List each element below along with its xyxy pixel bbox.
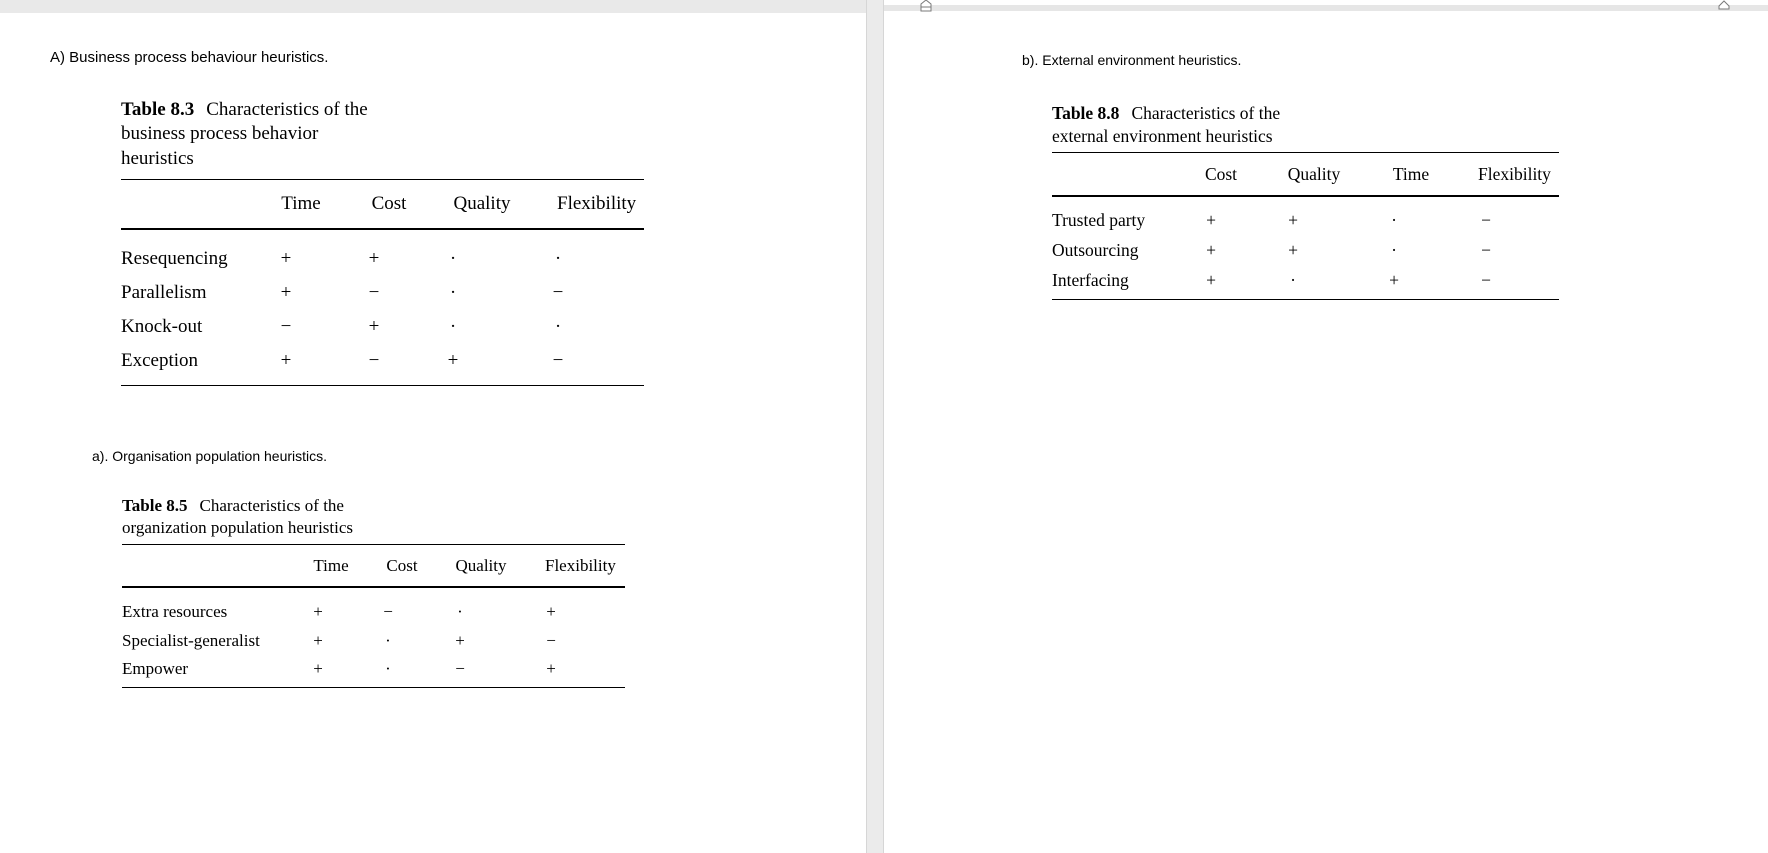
column-header: Flexibility xyxy=(1478,163,1551,184)
table-bottom-rule xyxy=(1052,299,1559,300)
table-row xyxy=(1052,205,1559,235)
cell-value: + xyxy=(368,247,380,269)
cell-value: − xyxy=(546,630,556,650)
table-caption xyxy=(1052,102,1292,149)
cell-value: + xyxy=(1206,269,1216,290)
section-heading-organisation-population: a). Organisation population heuristics. xyxy=(92,448,328,464)
table-row xyxy=(1052,235,1559,265)
table-header-row xyxy=(122,545,625,586)
table-row xyxy=(121,242,644,276)
table-caption xyxy=(121,98,391,171)
cell-value: + xyxy=(313,630,323,650)
cell-value: · xyxy=(449,281,457,303)
cell-value: · xyxy=(449,247,457,269)
cell-value: − xyxy=(455,659,465,679)
column-header: Time xyxy=(1392,163,1430,184)
cell-value: − xyxy=(368,349,380,371)
column-header: Quality xyxy=(1287,163,1341,184)
table-8-8 xyxy=(1052,102,1559,300)
cell-value: + xyxy=(1288,209,1298,230)
cell-value: − xyxy=(383,602,393,622)
column-header: Flexibility xyxy=(545,556,616,576)
row-label: Knock-out xyxy=(121,315,203,337)
column-header: Quality xyxy=(453,192,511,214)
column-header: Flexibility xyxy=(557,192,637,214)
row-label: Extra resources xyxy=(122,602,228,622)
cell-value: · xyxy=(449,315,457,337)
cell-value: + xyxy=(313,602,323,622)
row-label: Trusted party xyxy=(1052,209,1146,230)
table-number: Table 8.8 xyxy=(1052,103,1120,123)
table-caption-text: Characteristics of the external environment heuristics xyxy=(1052,103,1281,147)
cell-value: + xyxy=(1288,239,1298,260)
cell-value: + xyxy=(1206,239,1216,260)
cell-value: + xyxy=(546,659,556,679)
table-caption-text: Characteristics of the business process behavior heuristics xyxy=(121,99,368,169)
cell-value: + xyxy=(1206,209,1216,230)
row-label: Empower xyxy=(122,659,189,679)
table-row xyxy=(121,310,644,344)
row-label: Outsourcing xyxy=(1052,239,1139,260)
cell-value: + xyxy=(313,659,323,679)
cell-value: + xyxy=(368,315,380,337)
cell-value: − xyxy=(1481,239,1491,260)
ruler xyxy=(884,5,1768,11)
cell-value: · xyxy=(1391,239,1397,260)
cell-value: − xyxy=(280,315,292,337)
page-top-gap xyxy=(0,0,866,13)
table-8-3 xyxy=(121,98,644,386)
table-number: Table 8.3 xyxy=(121,99,195,120)
table-number: Table 8.5 xyxy=(122,496,188,515)
column-header: Cost xyxy=(371,192,407,214)
cell-value: + xyxy=(280,349,292,371)
cell-value: + xyxy=(280,281,292,303)
column-header: Cost xyxy=(1204,163,1238,184)
row-label: Resequencing xyxy=(121,247,228,269)
table-8-5 xyxy=(122,495,625,688)
cell-value: + xyxy=(1389,269,1399,290)
table-caption-text: Characteristics of the organization population heuristics xyxy=(122,496,354,538)
table-header-row xyxy=(121,180,644,228)
cell-value: − xyxy=(1481,209,1491,230)
cell-value: − xyxy=(552,349,564,371)
table-bottom-rule xyxy=(122,687,625,688)
cell-value: · xyxy=(385,659,391,679)
row-label: Interfacing xyxy=(1052,269,1129,290)
table-header-row xyxy=(1052,153,1559,195)
cell-value: + xyxy=(447,349,459,371)
cell-value: · xyxy=(457,602,463,622)
cell-value: + xyxy=(546,602,556,622)
table-caption xyxy=(122,495,362,539)
table-bottom-rule xyxy=(121,385,644,386)
cell-value: + xyxy=(280,247,292,269)
section-heading-external-environment: b). External environment heuristics. xyxy=(1022,52,1242,68)
row-label: Parallelism xyxy=(121,281,207,303)
column-header: Cost xyxy=(386,556,418,576)
table-row xyxy=(121,344,644,378)
row-label: Specialist-generalist xyxy=(122,630,260,650)
cell-value: · xyxy=(1391,209,1397,230)
cell-value: + xyxy=(455,630,465,650)
column-header: Time xyxy=(281,192,321,214)
table-row xyxy=(121,276,644,310)
right-indent-marker-icon[interactable] xyxy=(1718,0,1730,12)
column-header: Quality xyxy=(455,556,507,576)
indent-marker-icon[interactable] xyxy=(920,0,932,12)
cell-value: − xyxy=(368,281,380,303)
cell-value: · xyxy=(554,315,562,337)
cell-value: − xyxy=(1481,269,1491,290)
column-header: Time xyxy=(313,556,349,576)
cell-value: · xyxy=(554,247,562,269)
row-label: Exception xyxy=(121,349,199,371)
table-row xyxy=(122,655,625,684)
cell-value: · xyxy=(1290,269,1296,290)
table-row xyxy=(122,627,625,656)
cell-value: − xyxy=(552,281,564,303)
table-row xyxy=(1052,265,1559,295)
table-row xyxy=(122,598,625,627)
page-divider xyxy=(866,0,884,853)
cell-value: · xyxy=(385,630,391,650)
section-heading-business-process: A) Business process behaviour heuristics. xyxy=(50,49,329,66)
